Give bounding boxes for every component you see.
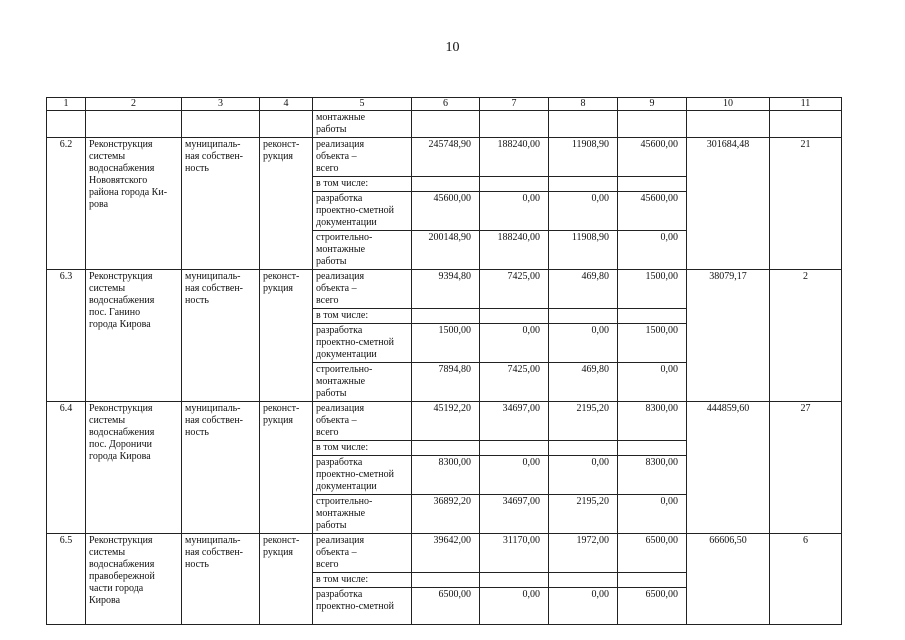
value-col-7 [480, 309, 549, 324]
value-col-6 [412, 309, 480, 324]
value-col-9: 45600,00 [618, 138, 687, 177]
cost-category: строительно- монтажные работы [313, 231, 412, 270]
value-col-9: 8300,00 [618, 402, 687, 441]
value-col-9: 45600,00 [618, 192, 687, 231]
cell-col-6 [412, 111, 480, 138]
value-col-9: 6500,00 [618, 588, 687, 625]
item-number: 6.5 [47, 534, 86, 625]
value-col-7: 0,00 [480, 192, 549, 231]
cell-col-8 [549, 111, 618, 138]
ownership: муниципаль- ная собствен- ность [182, 534, 260, 625]
column-header-11: 11 [770, 98, 842, 111]
value-col-7 [480, 573, 549, 588]
value-col-9: 0,00 [618, 495, 687, 534]
column-header-6: 6 [412, 98, 480, 111]
value-col-7: 34697,00 [480, 495, 549, 534]
value-col-8: 1972,00 [549, 534, 618, 573]
cost-category: разработка проектно-сметной документации [313, 192, 412, 231]
value-col-11: 27 [770, 402, 842, 534]
cost-category: разработка проектно-сметной документации [313, 324, 412, 363]
column-header-8: 8 [549, 98, 618, 111]
value-col-9: 1500,00 [618, 324, 687, 363]
value-col-6: 39642,00 [412, 534, 480, 573]
value-col-7: 34697,00 [480, 402, 549, 441]
value-col-7 [480, 177, 549, 192]
cost-category: реализация объекта – всего [313, 138, 412, 177]
value-col-9 [618, 309, 687, 324]
value-col-6 [412, 177, 480, 192]
value-col-6: 7894,80 [412, 363, 480, 402]
value-col-8 [549, 177, 618, 192]
value-col-7: 0,00 [480, 324, 549, 363]
cost-category: реализация объекта – всего [313, 402, 412, 441]
cost-category: строительно- монтажные работы [313, 495, 412, 534]
table-row [47, 534, 842, 573]
value-col-10: 444859,60 [687, 402, 770, 534]
value-col-6: 9394,80 [412, 270, 480, 309]
value-col-7: 31170,00 [480, 534, 549, 573]
value-col-10: 38079,17 [687, 270, 770, 402]
cost-category: в том числе: [313, 573, 412, 588]
cell-col-10 [687, 111, 770, 138]
value-col-6: 45600,00 [412, 192, 480, 231]
value-col-8: 2195,20 [549, 402, 618, 441]
value-col-6: 245748,90 [412, 138, 480, 177]
value-col-6: 8300,00 [412, 456, 480, 495]
column-header-4: 4 [260, 98, 313, 111]
value-col-7: 188240,00 [480, 231, 549, 270]
value-col-6 [412, 441, 480, 456]
cost-category: разработка проектно-сметной документации [313, 456, 412, 495]
value-col-6: 1500,00 [412, 324, 480, 363]
column-header-3: 3 [182, 98, 260, 111]
table-row [47, 270, 842, 309]
cell-col-2 [86, 111, 182, 138]
cell-col-3 [182, 111, 260, 138]
cell-col-1 [47, 111, 86, 138]
value-col-8: 11908,90 [549, 231, 618, 270]
work-type: реконст- рукция [260, 402, 313, 534]
table-row [47, 402, 842, 441]
column-header-2: 2 [86, 98, 182, 111]
value-col-6 [412, 573, 480, 588]
value-col-7: 188240,00 [480, 138, 549, 177]
value-col-6: 200148,90 [412, 231, 480, 270]
value-col-8: 2195,20 [549, 495, 618, 534]
page-number: 10 [445, 40, 460, 55]
value-col-7: 0,00 [480, 456, 549, 495]
ownership: муниципаль- ная собствен- ность [182, 138, 260, 270]
cost-category: реализация объекта – всего [313, 534, 412, 573]
value-col-9 [618, 441, 687, 456]
work-type: реконст- рукция [260, 270, 313, 402]
column-header-7: 7 [480, 98, 549, 111]
cost-category: реализация объекта – всего [313, 270, 412, 309]
value-col-8: 0,00 [549, 192, 618, 231]
header-row [47, 98, 842, 111]
item-name: Реконструкция системы водоснабжения Нововятского района города Ки- рова [86, 138, 182, 270]
work-type: реконст- рукция [260, 138, 313, 270]
value-col-6: 6500,00 [412, 588, 480, 625]
item-name: Реконструкция системы водоснабжения пос. Ганино города Кирова [86, 270, 182, 402]
value-col-8 [549, 441, 618, 456]
column-header-5: 5 [313, 98, 412, 111]
value-col-8: 469,80 [549, 363, 618, 402]
value-col-11: 21 [770, 138, 842, 270]
item-number: 6.4 [47, 402, 86, 534]
cost-category: разработка проектно-сметной [313, 588, 412, 625]
item-number: 6.3 [47, 270, 86, 402]
cost-category: в том числе: [313, 309, 412, 324]
cost-category: строительно- монтажные работы [313, 363, 412, 402]
work-type: реконст- рукция [260, 534, 313, 625]
value-col-10: 66606,50 [687, 534, 770, 625]
value-col-9: 0,00 [618, 231, 687, 270]
value-col-11: 6 [770, 534, 842, 625]
budget-table [46, 97, 842, 625]
value-col-8: 0,00 [549, 588, 618, 625]
cell-col-4 [260, 111, 313, 138]
value-col-7 [480, 441, 549, 456]
ownership: муниципаль- ная собствен- ность [182, 270, 260, 402]
value-col-9: 1500,00 [618, 270, 687, 309]
value-col-7: 7425,00 [480, 363, 549, 402]
value-col-9: 6500,00 [618, 534, 687, 573]
value-col-9 [618, 573, 687, 588]
value-col-6: 36892,20 [412, 495, 480, 534]
table-row [47, 138, 842, 177]
value-col-9: 8300,00 [618, 456, 687, 495]
item-name: Реконструкция системы водоснабжения пос. Дороничи города Кирова [86, 402, 182, 534]
column-header-10: 10 [687, 98, 770, 111]
value-col-8: 0,00 [549, 456, 618, 495]
cost-category: в том числе: [313, 177, 412, 192]
value-col-8: 11908,90 [549, 138, 618, 177]
continuation-row [47, 111, 842, 138]
item-name: Реконструкция системы водоснабжения правобережной части города Кирова [86, 534, 182, 625]
value-col-8 [549, 573, 618, 588]
value-col-8: 469,80 [549, 270, 618, 309]
value-col-8: 0,00 [549, 324, 618, 363]
cell-col-7 [480, 111, 549, 138]
value-col-6: 45192,20 [412, 402, 480, 441]
value-col-10: 301684,48 [687, 138, 770, 270]
column-header-1: 1 [47, 98, 86, 111]
column-header-9: 9 [618, 98, 687, 111]
value-col-9 [618, 177, 687, 192]
value-col-9: 0,00 [618, 363, 687, 402]
ownership: муниципаль- ная собствен- ность [182, 402, 260, 534]
value-col-11: 2 [770, 270, 842, 402]
cost-category: в том числе: [313, 441, 412, 456]
cell-col-11 [770, 111, 842, 138]
value-col-7: 0,00 [480, 588, 549, 625]
table-body [47, 98, 842, 625]
value-col-7: 7425,00 [480, 270, 549, 309]
cell-col-9 [618, 111, 687, 138]
cell-col-5: монтажные работы [313, 111, 412, 138]
item-number: 6.2 [47, 138, 86, 270]
value-col-8 [549, 309, 618, 324]
